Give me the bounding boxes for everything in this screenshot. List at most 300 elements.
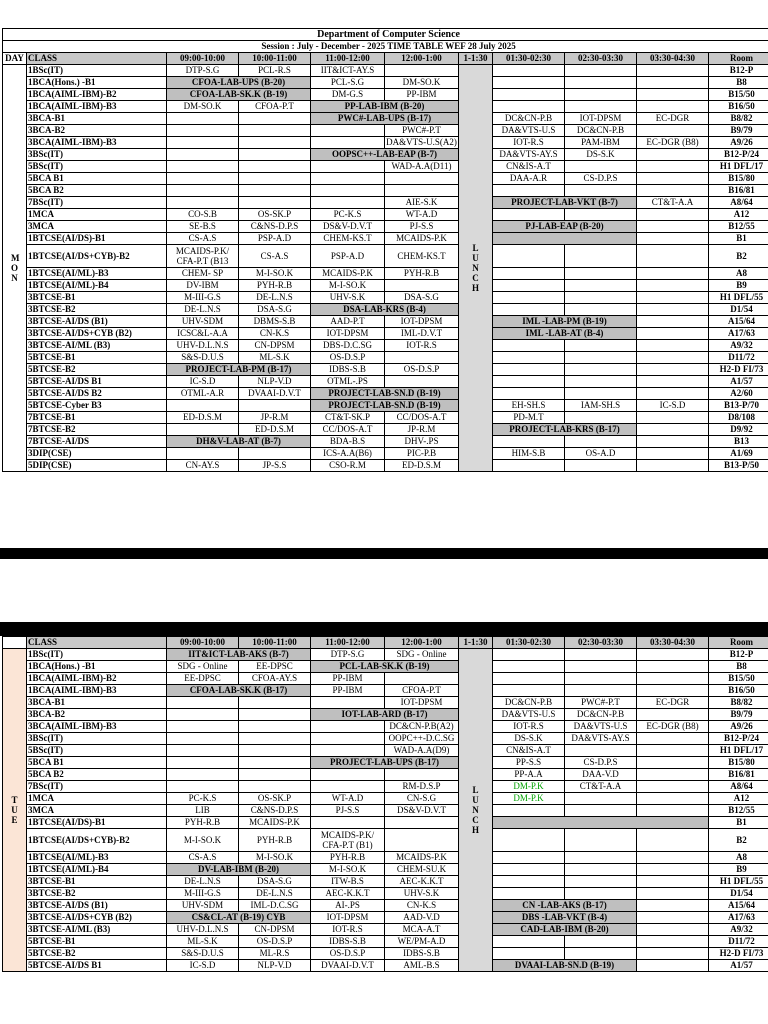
session-cell: DAA-V.D xyxy=(565,769,637,781)
table-row xyxy=(3,960,768,972)
session-cell xyxy=(565,876,637,888)
class-name: 7BSc(IT) xyxy=(27,197,167,209)
session-cell: CS-D.P.S xyxy=(565,173,637,185)
session-cell xyxy=(493,805,565,817)
header-slot: 1-1:30 xyxy=(459,637,493,649)
header-slot: 11:00-12:00 xyxy=(311,637,385,649)
session-cell: ITW-B.S xyxy=(311,876,385,888)
session-cell: MCAIDS-P.K xyxy=(239,817,311,829)
session-cell: EE-DPSC xyxy=(167,673,239,685)
session-cell: IML-D.C.SG xyxy=(239,900,311,912)
table-row xyxy=(3,733,768,745)
room-cell: B9/79 xyxy=(709,125,768,137)
session-cell: DHV-.PS xyxy=(385,436,459,448)
session-cell xyxy=(239,757,311,769)
session-cell xyxy=(239,137,311,149)
table-row xyxy=(3,161,768,173)
session-cell xyxy=(239,173,311,185)
session-cell: DM-SO.K xyxy=(167,101,239,113)
class-name: 1BTCSE(AI/ML)-B3 xyxy=(27,852,167,864)
session-cell xyxy=(565,685,637,697)
session-cell xyxy=(239,709,311,721)
session-cell xyxy=(239,781,311,793)
session-cell xyxy=(311,137,385,149)
session-cell xyxy=(493,876,565,888)
session-cell: DS-S.K xyxy=(565,149,637,161)
session-cell: CS-A.S xyxy=(239,245,311,268)
class-name: 3BTCSE-B1 xyxy=(27,876,167,888)
session-cell: IDBS-S.B xyxy=(385,948,459,960)
lab-session-cell: DH&V-LAB-AT (B-7) xyxy=(167,436,311,448)
room-cell: A15/64 xyxy=(709,316,768,328)
class-name: 5BTCSE-B2 xyxy=(27,364,167,376)
session-cell: MCA-A.T xyxy=(385,924,459,936)
session-cell: CT&T-A.A xyxy=(565,781,637,793)
session-cell xyxy=(239,149,311,161)
session-cell: JP-R.M xyxy=(239,412,311,424)
session-cell xyxy=(493,388,565,400)
table-row xyxy=(3,709,768,721)
session-cell: OS-D.S.P xyxy=(311,948,385,960)
session-cell: IC-S.D xyxy=(637,400,709,412)
session-cell: AI-.PS xyxy=(311,900,385,912)
session-cell xyxy=(637,769,709,781)
room-cell: B16/50 xyxy=(709,685,768,697)
session-cell xyxy=(637,912,709,924)
session-cell: M-I-SO.K xyxy=(239,852,311,864)
session-cell xyxy=(493,77,565,89)
room-cell: B16/81 xyxy=(709,769,768,781)
session-cell: CHEM-KS.T xyxy=(385,245,459,268)
session-cell: OTML-A.R xyxy=(167,388,239,400)
session-cell: EC-DGR xyxy=(637,113,709,125)
table-row xyxy=(3,829,768,852)
session-cell xyxy=(493,364,565,376)
room-cell: B1 xyxy=(709,817,768,829)
session-cell: IC-S.D xyxy=(167,376,239,388)
table-row xyxy=(3,77,768,89)
room-cell: B12-P/24 xyxy=(709,733,768,745)
session-cell: PYH-R.B xyxy=(239,280,311,292)
session-cell: CHEM-SU.K xyxy=(385,864,459,876)
class-name: 3BCA-B2 xyxy=(27,125,167,137)
table-row xyxy=(3,233,768,245)
session-cell xyxy=(239,185,311,197)
session-cell: DM-G.S xyxy=(311,89,385,101)
session-cell: IDBS-S.B xyxy=(311,936,385,948)
session-cell xyxy=(167,137,239,149)
session-cell: CN-K.S xyxy=(385,900,459,912)
lab-session-cell: DV-LAB-IBM (B-20) xyxy=(167,864,311,876)
session-cell: IOT-R.S xyxy=(493,721,565,733)
room-cell: B2 xyxy=(709,829,768,852)
session-cell: MCAIDS-P.K/ CFA-P.T (B13 xyxy=(167,245,239,268)
table-row xyxy=(3,304,768,316)
session-cell: DC&CN-P.B xyxy=(565,709,637,721)
class-name: 1BTCSE(AI/ML)-B4 xyxy=(27,864,167,876)
session-cell xyxy=(565,352,637,364)
header-slot: 1-1:30 xyxy=(459,53,493,65)
session-cell: EH-SH.S xyxy=(493,400,565,412)
separator-bar-top xyxy=(0,548,768,559)
session-cell xyxy=(637,328,709,340)
session-cell: PYH-R.B xyxy=(311,852,385,864)
session-cell: M-I-SO.K xyxy=(167,829,239,852)
table-row xyxy=(3,364,768,376)
room-cell: D1/54 xyxy=(709,304,768,316)
session-cell xyxy=(167,197,239,209)
session-cell: DVAAI-D.V.T xyxy=(239,388,311,400)
session-cell xyxy=(565,661,637,673)
class-name: 5BCA B2 xyxy=(27,769,167,781)
session-info: Session : July - December - 2025 TIME TABLE WEF 28 July 2025 xyxy=(3,41,768,53)
session-cell xyxy=(565,888,637,900)
class-name: 5BSc(IT) xyxy=(27,161,167,173)
table-row xyxy=(3,292,768,304)
session-cell: ED-D.S.M xyxy=(385,460,459,472)
session-cell: DV-IBM xyxy=(167,280,239,292)
class-name: 1MCA xyxy=(27,793,167,805)
session-cell: DS&V-D.V.T xyxy=(311,221,385,233)
session-cell: DM-SO.K xyxy=(385,77,459,89)
session-cell xyxy=(637,924,709,936)
session-cell: BDA-B.S xyxy=(311,436,385,448)
table-row xyxy=(3,376,768,388)
session-cell xyxy=(311,733,385,745)
session-cell: AAD-V.D xyxy=(385,912,459,924)
header-room: Room xyxy=(709,637,768,649)
lab-session-cell: PROJECT-LAB-VKT (B-7) xyxy=(493,197,637,209)
table-row xyxy=(3,852,768,864)
room-cell: A9/32 xyxy=(709,340,768,352)
room-cell: B8 xyxy=(709,77,768,89)
lab-session-cell: PROJECT-LAB-PM (B-17) xyxy=(167,364,311,376)
session-cell: IOT-DPSM xyxy=(385,697,459,709)
session-cell: NLP-V.D xyxy=(239,960,311,972)
session-cell xyxy=(565,161,637,173)
session-cell xyxy=(167,745,239,757)
session-cell: ED-D.S.M xyxy=(239,424,311,436)
session-cell: DBMS-S.B xyxy=(239,316,311,328)
session-cell: CT&T-SK.P xyxy=(311,412,385,424)
session-cell xyxy=(385,673,459,685)
session-cell: SDG - Online xyxy=(167,661,239,673)
room-cell: D11/72 xyxy=(709,352,768,364)
session-cell: IOT-DPSM xyxy=(385,316,459,328)
class-name: 1BCA(AIML-IBM)-B2 xyxy=(27,89,167,101)
session-cell xyxy=(311,817,385,829)
table-row xyxy=(3,888,768,900)
session-cell: PC-K.S xyxy=(311,209,385,221)
session-cell: DA&VTS-U.S xyxy=(493,125,565,137)
class-name: 1BTCSE(AI/DS+CYB)-B2 xyxy=(27,829,167,852)
session-cell: PP-IBM xyxy=(311,685,385,697)
class-name: 1BTCSE(AI/DS)-B1 xyxy=(27,233,167,245)
session-cell xyxy=(637,900,709,912)
session-cell xyxy=(239,721,311,733)
room-cell: B12-P xyxy=(709,65,768,77)
session-cell xyxy=(565,376,637,388)
day-label-text: TUE xyxy=(11,795,18,825)
lab-session-cell: DBS -LAB-VKT (B-4) xyxy=(493,912,637,924)
table-row xyxy=(3,924,768,936)
session-cell xyxy=(637,745,709,757)
room-cell: A1/57 xyxy=(709,376,768,388)
class-name: 7BTCSE-B2 xyxy=(27,424,167,436)
session-cell xyxy=(493,340,565,352)
session-cell: DAA-A.R xyxy=(493,173,565,185)
room-cell: B13-P/50 xyxy=(709,460,768,472)
session-cell: AAD-P.T xyxy=(311,316,385,328)
session-cell xyxy=(167,697,239,709)
room-cell: A9/32 xyxy=(709,924,768,936)
class-name: 3MCA xyxy=(27,221,167,233)
lunch-column xyxy=(459,65,493,472)
session-cell: PSP-A.D xyxy=(239,233,311,245)
session-cell xyxy=(637,960,709,972)
header-class: CLASS xyxy=(27,53,167,65)
session-cell: CT&T-A.A xyxy=(637,197,709,209)
session-cell: PAM-IBM xyxy=(565,137,637,149)
room-cell: B15/50 xyxy=(709,89,768,101)
session-cell xyxy=(637,340,709,352)
session-cell xyxy=(167,149,239,161)
session-cell: IOT-R.S xyxy=(311,924,385,936)
session-cell: IOT-DPSM xyxy=(565,113,637,125)
session-cell: CS-A.S xyxy=(167,233,239,245)
class-name: 1BCA(AIML-IBM)-B3 xyxy=(27,685,167,697)
room-cell: A12 xyxy=(709,209,768,221)
table-row xyxy=(3,89,768,101)
table-row xyxy=(3,388,768,400)
room-cell: B12/55 xyxy=(709,805,768,817)
class-name: 1BTCSE(AI/ML)-B3 xyxy=(27,268,167,280)
lab-session-cell: CS&CL-AT (B-19) CYB xyxy=(167,912,311,924)
session-cell: IOT-R.S xyxy=(493,137,565,149)
room-cell: D8/108 xyxy=(709,412,768,424)
session-cell: AML-B.S xyxy=(385,960,459,972)
class-name: 3MCA xyxy=(27,805,167,817)
session-cell xyxy=(385,185,459,197)
table-row xyxy=(3,65,768,77)
lab-session-cell: PP-LAB-IBM (B-20) xyxy=(311,101,459,113)
header-slot: 10:00-11:00 xyxy=(239,637,311,649)
session-cell xyxy=(637,125,709,137)
session-cell xyxy=(565,829,637,852)
session-cell: IOT-DPSM xyxy=(311,912,385,924)
header-room: Room xyxy=(709,53,768,65)
class-name: 3BTCSE-B2 xyxy=(27,888,167,900)
session-cell: PSP-A.D xyxy=(311,245,385,268)
session-cell xyxy=(239,400,311,412)
session-cell: RM-D.S.P xyxy=(385,781,459,793)
session-cell: OOPC++-D.C.SG xyxy=(385,733,459,745)
table-row xyxy=(3,757,768,769)
lab-session-cell: DVAAI-LAB-SN.D (B-19) xyxy=(493,960,637,972)
session-cell xyxy=(239,125,311,137)
table-row xyxy=(3,245,768,268)
session-cell: ICS-A.A(B6) xyxy=(311,448,385,460)
session-cell xyxy=(565,936,637,948)
session-cell xyxy=(493,936,565,948)
session-cell: IML-D.V.T xyxy=(385,328,459,340)
session-cell: EC-DGR (B8) xyxy=(637,721,709,733)
session-cell xyxy=(493,948,565,960)
header-slot: 12:00-1:00 xyxy=(385,53,459,65)
session-cell: CN-DPSM xyxy=(239,924,311,936)
session-cell: DE-L.N.S xyxy=(167,876,239,888)
session-cell xyxy=(565,340,637,352)
table-row xyxy=(3,125,768,137)
room-cell: B15/80 xyxy=(709,757,768,769)
session-cell: HIM-S.B xyxy=(493,448,565,460)
class-name: 1BCA(Hons.) -B1 xyxy=(27,661,167,673)
table-row xyxy=(3,649,768,661)
room-cell: B8/82 xyxy=(709,697,768,709)
session-cell: WT-A.D xyxy=(311,793,385,805)
session-cell xyxy=(637,149,709,161)
session-cell: CFOA-P.T xyxy=(385,685,459,697)
session-cell xyxy=(637,733,709,745)
session-cell xyxy=(311,769,385,781)
header-slot: 03:30-04:30 xyxy=(637,637,709,649)
session-cell: DVAAI-D.V.T xyxy=(311,960,385,972)
session-cell: EC-DGR (B8) xyxy=(637,137,709,149)
class-name: 1BCA(AIML-IBM)-B2 xyxy=(27,673,167,685)
session-cell: DA&VTS-U.S xyxy=(565,721,637,733)
separator-bar-bottom xyxy=(0,622,768,636)
table-row xyxy=(3,221,768,233)
room-cell: B13-P/70 xyxy=(709,400,768,412)
class-name: 3BSc(IT) xyxy=(27,149,167,161)
table-row xyxy=(3,936,768,948)
session-cell: UHV-SDM xyxy=(167,900,239,912)
room-cell: A8/64 xyxy=(709,197,768,209)
lunch-column xyxy=(459,649,493,972)
room-cell: A8 xyxy=(709,852,768,864)
session-cell xyxy=(167,161,239,173)
table-row xyxy=(3,268,768,280)
session-cell xyxy=(565,77,637,89)
session-cell: CFOA-AY.S xyxy=(239,673,311,685)
session-cell: PIC-P.B xyxy=(385,448,459,460)
session-cell xyxy=(385,173,459,185)
session-cell: C&NS-D.P.S xyxy=(239,221,311,233)
room-cell: A15/64 xyxy=(709,900,768,912)
session-cell: CHEM- SP xyxy=(167,268,239,280)
class-name: 3BTCSE-AI/ML (B3) xyxy=(27,340,167,352)
class-name: 5BTCSE-B1 xyxy=(27,352,167,364)
session-cell: LIB xyxy=(167,805,239,817)
class-name: 5DIP(CSE) xyxy=(27,460,167,472)
room-cell: A9/26 xyxy=(709,137,768,149)
session-cell xyxy=(167,781,239,793)
room-cell: H1 DFL/17 xyxy=(709,161,768,173)
room-cell: B8 xyxy=(709,661,768,673)
day-label xyxy=(3,649,27,972)
session-cell xyxy=(637,185,709,197)
room-cell: B8/82 xyxy=(709,113,768,125)
session-cell: WE/PM-A.D xyxy=(385,936,459,948)
session-cell: CN&IS-A.T xyxy=(493,745,565,757)
session-cell xyxy=(493,292,565,304)
class-name: 1BSc(IT) xyxy=(27,649,167,661)
lab-session-cell: PROJECT-LAB-SN.D (B-19) xyxy=(311,388,459,400)
class-name: 3BCA-B1 xyxy=(27,113,167,125)
session-cell xyxy=(311,745,385,757)
session-cell: SE-B.S xyxy=(167,221,239,233)
session-cell: DA&VTS-AY.S xyxy=(493,149,565,161)
session-cell xyxy=(493,268,565,280)
session-cell: NLP-V.D xyxy=(239,376,311,388)
table-row xyxy=(3,817,768,829)
table-row xyxy=(3,101,768,113)
room-cell: D1/54 xyxy=(709,888,768,900)
session-cell: WAD-A.A(D9) xyxy=(385,745,459,757)
table-row xyxy=(3,400,768,412)
session-cell: PJ-S.S xyxy=(311,805,385,817)
session-cell: IAM-SH.S xyxy=(565,400,637,412)
session-cell xyxy=(565,65,637,77)
session-cell xyxy=(637,673,709,685)
session-cell xyxy=(493,304,565,316)
session-cell: CO-S.B xyxy=(167,209,239,221)
session-cell xyxy=(167,721,239,733)
lab-session-cell: PROJECT-LAB-SN.D (B-19) xyxy=(311,400,459,412)
session-cell xyxy=(311,125,385,137)
timetable-monday xyxy=(2,28,768,472)
session-cell: DBS-D.C.SG xyxy=(311,340,385,352)
session-cell: CN-DPSM xyxy=(239,340,311,352)
table-row xyxy=(3,781,768,793)
header-slot: 02:30-03:30 xyxy=(565,637,637,649)
session-cell xyxy=(637,77,709,89)
session-cell: PP-A.A xyxy=(493,769,565,781)
session-cell: SDG - Online xyxy=(385,649,459,661)
timetable-tuesday xyxy=(2,636,768,972)
lab-session-cell: IOT-LAB-ARD (B-17) xyxy=(311,709,459,721)
session-cell xyxy=(493,829,565,852)
session-cell xyxy=(637,649,709,661)
session-cell: DM-P.K xyxy=(493,793,565,805)
table-row xyxy=(3,769,768,781)
session-cell: DM-P.K xyxy=(493,781,565,793)
room-cell: A8 xyxy=(709,268,768,280)
class-name: 5BTCSE-B1 xyxy=(27,936,167,948)
room-cell: B15/50 xyxy=(709,673,768,685)
session-cell xyxy=(239,161,311,173)
session-cell: CHEM-KS.T xyxy=(311,233,385,245)
room-cell: H1 DFL/17 xyxy=(709,745,768,757)
session-cell: CS-D.P.S xyxy=(565,757,637,769)
class-name: 5BCA B1 xyxy=(27,173,167,185)
class-name: 3BTCSE-AI/DS (B1) xyxy=(27,900,167,912)
table-row xyxy=(3,673,768,685)
lab-session-cell: IIT&ICT-LAB-AKS (B-7) xyxy=(167,649,311,661)
session-cell: OTML-.PS xyxy=(311,376,385,388)
session-cell xyxy=(565,460,637,472)
table-row xyxy=(3,948,768,960)
class-name: 1MCA xyxy=(27,209,167,221)
header-row xyxy=(3,637,768,649)
session-cell xyxy=(637,661,709,673)
session-cell xyxy=(637,460,709,472)
table-row xyxy=(3,197,768,209)
table-row xyxy=(3,721,768,733)
session-cell xyxy=(565,793,637,805)
room-cell: B15/80 xyxy=(709,173,768,185)
session-cell xyxy=(565,209,637,221)
